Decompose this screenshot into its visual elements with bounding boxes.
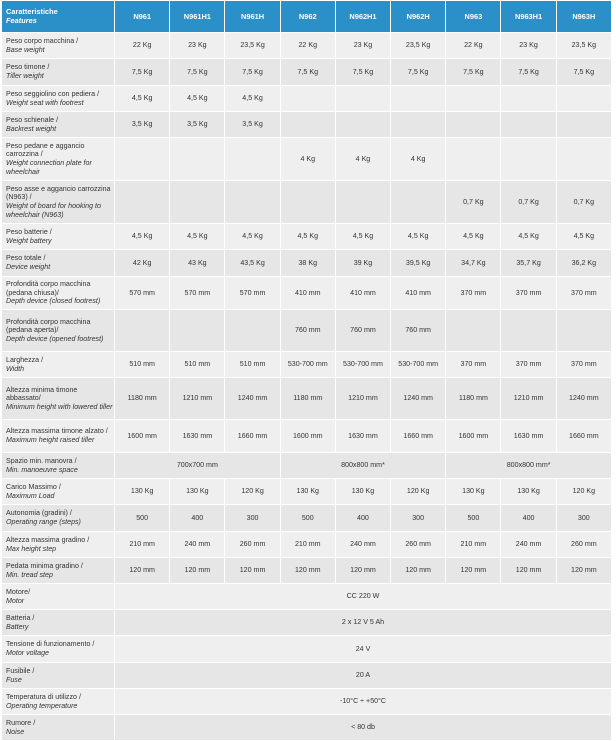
spec-value (115, 181, 170, 224)
spec-value: 7,5 Kg (446, 59, 501, 86)
table-row (2, 420, 612, 453)
spec-value: 500 (115, 505, 170, 532)
feature-label-en: Minimum height with lowered tiller (6, 402, 113, 411)
spec-value (446, 112, 501, 138)
spec-value (391, 86, 446, 112)
spec-value: 1180 mm (446, 378, 501, 420)
spec-value: 1240 mm (225, 378, 280, 420)
spec-value: 38 Kg (281, 250, 336, 277)
spec-value: 260 mm (225, 532, 280, 558)
spec-value: 500 (281, 505, 336, 532)
feature-label-en: Maximum Load (6, 491, 55, 500)
spec-value: 7,5 Kg (281, 59, 336, 86)
table-row (2, 138, 612, 181)
model-header: N962H1 (336, 1, 391, 33)
spec-value: 24 V (115, 636, 612, 663)
spec-value (225, 181, 280, 224)
feature-label-it: Peso corpo macchina / (6, 36, 79, 45)
feature-label (2, 86, 115, 112)
feature-label-en: Fuse (6, 675, 22, 684)
spec-value: 4,5 Kg (501, 224, 556, 250)
spec-value: 7,5 Kg (115, 59, 170, 86)
spec-value: 210 mm (115, 532, 170, 558)
spec-value: 20 A (115, 663, 612, 689)
feature-label (2, 181, 115, 224)
spec-value: 0,7 Kg (557, 181, 612, 224)
spec-value (170, 138, 225, 181)
spec-value: CC 220 W (115, 584, 612, 610)
spec-value: 1630 mm (336, 420, 391, 453)
spec-value: 4,5 Kg (225, 86, 280, 112)
table-row (2, 112, 612, 138)
spec-value: 700x700 mm (115, 453, 281, 479)
spec-value: 43,5 Kg (225, 250, 280, 277)
spec-value: 370 mm (501, 277, 556, 310)
feature-label-en: Noise (6, 727, 25, 736)
spec-value (170, 310, 225, 352)
feature-label-it: Rumore / (6, 718, 36, 727)
spec-value: 4,5 Kg (170, 224, 225, 250)
spec-value: 23 Kg (501, 33, 556, 59)
feature-label-en: Operating range (steps) (6, 518, 81, 526)
spec-value: 23,5 Kg (391, 33, 446, 59)
table-body (2, 33, 612, 741)
feature-label-it: Motore/ (6, 587, 31, 596)
spec-value: 120 Kg (225, 479, 280, 505)
spec-value (115, 310, 170, 352)
spec-value: 22 Kg (115, 33, 170, 59)
spec-value: 800x800 mm* (281, 453, 447, 479)
spec-value: 130 Kg (501, 479, 556, 505)
spec-value: 7,5 Kg (225, 59, 280, 86)
spec-value: 23 Kg (170, 33, 225, 59)
feature-label-en: Min. tread step (6, 570, 53, 579)
model-header: N963H (557, 1, 612, 33)
spec-value: 1660 mm (391, 420, 446, 453)
spec-value: 120 mm (281, 558, 336, 584)
model-header: N963H1 (501, 1, 556, 33)
spec-value (557, 86, 612, 112)
table-row (2, 224, 612, 250)
feature-label (2, 663, 115, 689)
feature-label-it: Batteria / (6, 613, 35, 622)
spec-value: 39 Kg (336, 250, 391, 277)
spec-value: 42 Kg (115, 250, 170, 277)
spec-value: 120 Kg (391, 479, 446, 505)
spec-value (501, 86, 556, 112)
table-row (2, 689, 612, 715)
feature-label (2, 277, 115, 310)
feature-label-it: Peso totale / (6, 254, 46, 263)
feature-label (2, 250, 115, 277)
spec-value: 760 mm (391, 310, 446, 352)
spec-value: 1630 mm (170, 420, 225, 453)
feature-label (2, 505, 115, 532)
spec-value: 4,5 Kg (115, 86, 170, 112)
feature-label-en: Backrest weight (6, 124, 57, 133)
model-header: N961 (115, 1, 170, 33)
feature-label-it: Peso seggiolino con pediera / (6, 89, 100, 98)
spec-value: 120 mm (225, 558, 280, 584)
spec-value: 240 mm (336, 532, 391, 558)
table-row (2, 86, 612, 112)
spec-value: 3,5 Kg (225, 112, 280, 138)
spec-value (391, 112, 446, 138)
table-row (2, 33, 612, 59)
spec-value: 800x800 mm* (446, 453, 612, 479)
feature-label-it: Fusibile / (6, 666, 35, 675)
spec-value: 34,7 Kg (446, 250, 501, 277)
feature-label-en: Depth device (opened footrest) (6, 334, 104, 343)
spec-value (446, 86, 501, 112)
spec-value (281, 181, 336, 224)
feature-label-it: Altezza massima timone alzato / (6, 427, 108, 436)
feature-label (2, 112, 115, 138)
spec-value: 130 Kg (446, 479, 501, 505)
spec-value: < 80 db (115, 715, 612, 741)
feature-label-it: Profondità corpo macchina (pedana aperta)/ (6, 317, 91, 335)
feature-label-en: Base weight (6, 45, 45, 54)
feature-label (2, 558, 115, 584)
spec-value (336, 181, 391, 224)
feature-label-it: Peso schienale / (6, 115, 59, 124)
spec-value: 4 Kg (391, 138, 446, 181)
spec-value: 510 mm (225, 352, 280, 378)
features-header-it: Caratteristiche (6, 6, 58, 16)
spec-value: 400 (501, 505, 556, 532)
feature-label-it: Temperatura di utilizzo / (6, 692, 81, 701)
spec-value: 300 (225, 505, 280, 532)
spec-value: 570 mm (170, 277, 225, 310)
spec-value: 4,5 Kg (225, 224, 280, 250)
spec-value: 4,5 Kg (115, 224, 170, 250)
feature-label-it: Altezza minima timone abbassato/ (6, 385, 78, 403)
model-header: N962H (391, 1, 446, 33)
spec-value: 120 mm (115, 558, 170, 584)
feature-label (2, 610, 115, 636)
spec-value: 120 mm (336, 558, 391, 584)
spec-value: 530-700 mm (336, 352, 391, 378)
feature-label-en: Tiller weight (6, 72, 44, 80)
spec-value (557, 112, 612, 138)
spec-value: 530-700 mm (391, 352, 446, 378)
spec-value: 4 Kg (336, 138, 391, 181)
spec-value: 510 mm (115, 352, 170, 378)
spec-value: 300 (391, 505, 446, 532)
table-header-row (2, 1, 612, 33)
model-header: N961H1 (170, 1, 225, 33)
table-row (2, 378, 612, 420)
spec-value: 4,5 Kg (170, 86, 225, 112)
feature-label-en: Weight of board for hooking to wheelchair (N963) (6, 202, 101, 219)
feature-label-it: Spazio min. manovra / (6, 456, 77, 465)
table-row (2, 663, 612, 689)
model-header: N963 (446, 1, 501, 33)
spec-value: 7,5 Kg (391, 59, 446, 86)
feature-label-en: Min. manoeuvre space (6, 465, 78, 474)
spec-value: 210 mm (446, 532, 501, 558)
feature-label (2, 689, 115, 715)
feature-label-en: Battery (6, 622, 29, 631)
spec-value: 22 Kg (446, 33, 501, 59)
spec-value: 1600 mm (446, 420, 501, 453)
table-row (2, 636, 612, 663)
spec-value: 260 mm (557, 532, 612, 558)
feature-label (2, 33, 115, 59)
spec-value (391, 181, 446, 224)
table-row (2, 584, 612, 610)
spec-value: 7,5 Kg (557, 59, 612, 86)
table-row (2, 352, 612, 378)
spec-value: 1180 mm (115, 378, 170, 420)
feature-label-en: Width (6, 364, 25, 373)
spec-value: 120 mm (501, 558, 556, 584)
spec-value (336, 112, 391, 138)
feature-label (2, 59, 115, 86)
spec-value: 120 mm (446, 558, 501, 584)
spec-value: 3,5 Kg (115, 112, 170, 138)
feature-label-it: Autonomia (gradini) / (6, 509, 72, 518)
table-row (2, 479, 612, 505)
feature-label-it: Profondità corpo macchina (pedana chiusa)/ (6, 280, 91, 297)
spec-value: 1240 mm (391, 378, 446, 420)
spec-value: 4,5 Kg (557, 224, 612, 250)
feature-label-it: Larghezza / (6, 355, 44, 364)
feature-label (2, 636, 115, 663)
spec-value: 130 Kg (115, 479, 170, 505)
feature-label-en: Weight battery (6, 236, 52, 245)
spec-value: 260 mm (391, 532, 446, 558)
spec-value: 210 mm (281, 532, 336, 558)
feature-label (2, 715, 115, 741)
spec-value: 1210 mm (336, 378, 391, 420)
feature-label-it: Carico Massimo / (6, 482, 61, 491)
spec-value: 130 Kg (336, 479, 391, 505)
feature-label (2, 378, 115, 420)
feature-label-it: Peso batterie / (6, 227, 52, 236)
table-row (2, 59, 612, 86)
spec-value: 4 Kg (281, 138, 336, 181)
spec-value: 300 (557, 505, 612, 532)
feature-label (2, 352, 115, 378)
features-table (2, 1, 612, 741)
spec-value: 1210 mm (501, 378, 556, 420)
spec-value: 400 (170, 505, 225, 532)
spec-value: 130 Kg (170, 479, 225, 505)
spec-value: 43 Kg (170, 250, 225, 277)
spec-value (281, 86, 336, 112)
spec-value: 4,5 Kg (336, 224, 391, 250)
spec-value (557, 310, 612, 352)
spec-value (225, 310, 280, 352)
spec-value: 370 mm (557, 352, 612, 378)
feature-label-it: Peso timone / (6, 63, 50, 72)
table-row (2, 715, 612, 741)
table-row (2, 558, 612, 584)
feature-label-it: Altezza massima gradino / (6, 535, 90, 544)
spec-value (501, 310, 556, 352)
spec-value: 410 mm (336, 277, 391, 310)
spec-value (225, 138, 280, 181)
spec-value (501, 138, 556, 181)
spec-value: 39,5 Kg (391, 250, 446, 277)
table-row (2, 250, 612, 277)
spec-value: 410 mm (391, 277, 446, 310)
spec-value: 1240 mm (557, 378, 612, 420)
spec-value (336, 86, 391, 112)
spec-value: 400 (336, 505, 391, 532)
spec-value: 120 mm (170, 558, 225, 584)
spec-value: 4,5 Kg (446, 224, 501, 250)
spec-value: 4,5 Kg (391, 224, 446, 250)
feature-label (2, 310, 115, 352)
spec-value: 7,5 Kg (336, 59, 391, 86)
spec-value: 370 mm (446, 277, 501, 310)
features-header-en: Features (6, 15, 37, 25)
spec-value: 1210 mm (170, 378, 225, 420)
spec-value: 23 Kg (336, 33, 391, 59)
feature-label (2, 138, 115, 181)
feature-label-en: Weight seat with footrest (6, 98, 84, 107)
spec-value: 530-700 mm (281, 352, 336, 378)
feature-label-en: Operating temperature (6, 701, 78, 710)
table-row (2, 310, 612, 352)
spec-value: 4,5 Kg (281, 224, 336, 250)
feature-label-it: Peso asse e aggancio carrozzina (N963) / (6, 184, 111, 202)
model-header: N961H (225, 1, 280, 33)
spec-value: 760 mm (336, 310, 391, 352)
spec-value: 7,5 Kg (170, 59, 225, 86)
feature-label-en: Motor voltage (6, 649, 49, 657)
spec-value: 23,5 Kg (557, 33, 612, 59)
spec-value: 1600 mm (115, 420, 170, 453)
spec-value: 120 Kg (557, 479, 612, 505)
spec-value: 1660 mm (557, 420, 612, 453)
spec-value: 0,7 Kg (501, 181, 556, 224)
model-header: N962 (281, 1, 336, 33)
spec-value: 1600 mm (281, 420, 336, 453)
spec-value: 22 Kg (281, 33, 336, 59)
feature-label (2, 584, 115, 610)
spec-value: 570 mm (115, 277, 170, 310)
feature-label (2, 532, 115, 558)
spec-value: 120 mm (557, 558, 612, 584)
spec-value: -10°C ÷ +50°C (115, 689, 612, 715)
feature-label-en: Max height step (6, 544, 57, 553)
spec-value: 36,2 Kg (557, 250, 612, 277)
spec-value: 1660 mm (225, 420, 280, 453)
table-row (2, 277, 612, 310)
spec-value: 760 mm (281, 310, 336, 352)
feature-label-it: Pedata minima gradino / (6, 561, 83, 570)
feature-label (2, 453, 115, 479)
spec-value: 370 mm (501, 352, 556, 378)
spec-value: 0,7 Kg (446, 181, 501, 224)
spec-value: 35,7 Kg (501, 250, 556, 277)
spec-value: 130 Kg (281, 479, 336, 505)
spec-value (557, 138, 612, 181)
feature-label-en: Device weight (6, 263, 51, 271)
table-row (2, 532, 612, 558)
spec-value: 240 mm (501, 532, 556, 558)
spec-value (446, 310, 501, 352)
feature-label-en: Weight connection plate for wheelchair (6, 159, 92, 176)
spec-value: 370 mm (557, 277, 612, 310)
spec-value (446, 138, 501, 181)
spec-value: 23,5 Kg (225, 33, 280, 59)
spec-value: 3,5 Kg (170, 112, 225, 138)
table-row (2, 453, 612, 479)
spec-value: 410 mm (281, 277, 336, 310)
feature-label (2, 224, 115, 250)
feature-label-en: Motor (6, 596, 25, 605)
spec-value (115, 138, 170, 181)
feature-label (2, 420, 115, 453)
spec-value: 500 (446, 505, 501, 532)
feature-label-en: Depth device (closed footrest) (6, 297, 101, 306)
spec-value: 240 mm (170, 532, 225, 558)
feature-label-it: Peso pedane e aggancio carrozzina / (6, 141, 85, 159)
spec-value: 1630 mm (501, 420, 556, 453)
spec-value (281, 112, 336, 138)
features-header (2, 1, 115, 33)
spec-value: 7,5 Kg (501, 59, 556, 86)
spec-value (170, 181, 225, 224)
spec-value: 2 x 12 V 5 Ah (115, 610, 612, 636)
spec-value: 1180 mm (281, 378, 336, 420)
table-row (2, 181, 612, 224)
feature-label-en: Maximum height raised tiller (6, 436, 95, 444)
spec-value: 510 mm (170, 352, 225, 378)
spec-value (501, 112, 556, 138)
feature-label (2, 479, 115, 505)
feature-label-it: Tensione di funzionamento / (6, 640, 95, 649)
spec-value: 120 mm (391, 558, 446, 584)
spec-value: 370 mm (446, 352, 501, 378)
table-row (2, 610, 612, 636)
table-row (2, 505, 612, 532)
spec-value: 570 mm (225, 277, 280, 310)
